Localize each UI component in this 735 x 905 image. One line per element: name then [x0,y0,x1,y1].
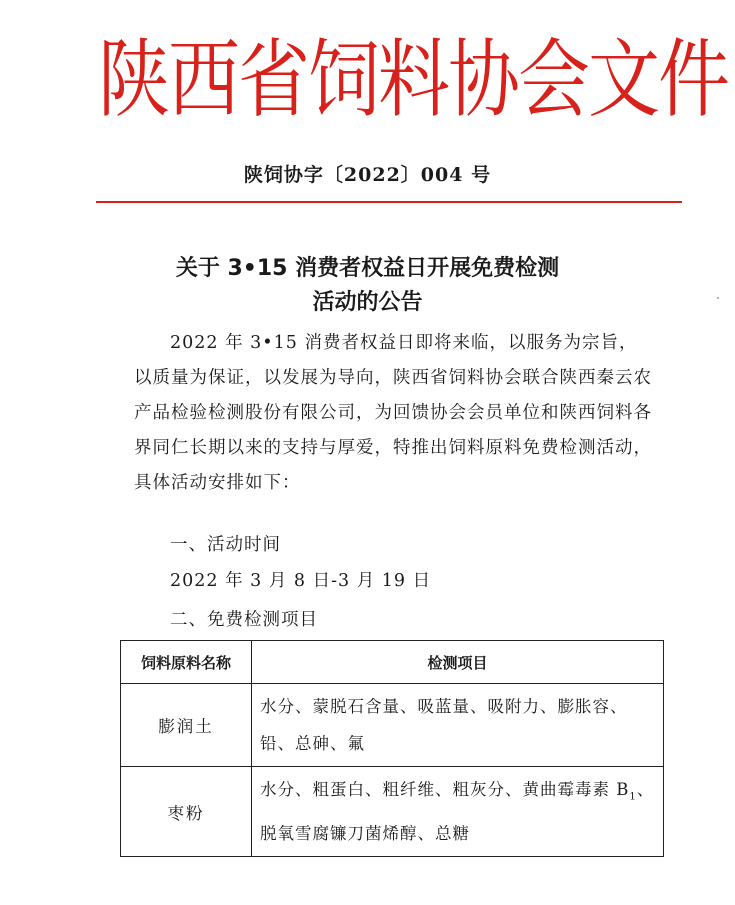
section-heading-time: 一、活动时间 [170,535,281,555]
announcement-title-line1: 关于 3•15 消费者权益日开展免费检测 [175,256,560,281]
test-items [252,767,664,857]
table-header-row [121,641,664,684]
test-items-table [120,640,664,857]
activity-date-range: 2022 年 3 月 8 日-3 月 19 日 [170,571,432,591]
test-items-text-cont: 、脱氧雪腐镰刀菌烯醇、总糖 [260,780,655,844]
table-row [121,684,664,767]
test-items: 水分、蒙脱石含量、吸蓝量、吸附力、膨胀容、铅、总砷、氟 [252,684,664,767]
body-paragraph: 2022 年 3•15 消费者权益日即将来临，以服务为宗旨，以质量为保证，以发展为导向，陕西省饲料协会联合陕西秦云农产品检验检测股份有限公司，为回馈协会会员单位和陕西饲料各界同仁长期以来的支持与厚爱，特推出饲料原料免费检测活动，具体活动安排如下： [134,333,652,493]
table-row [121,767,664,857]
material-name: 枣粉 [121,767,252,857]
test-items-text: 水分、粗蛋白、粗纤维、粗灰分、黄曲霉毒素 B [260,780,630,799]
scan-speck [717,297,719,299]
material-name: 膨润土 [121,684,252,767]
announcement-title-line2: 活动的公告 [312,290,423,315]
table-header-items: 检测项目 [252,641,664,684]
masthead-title: 陕西省饲料协会文件 [98,29,729,129]
section-heading-items: 二、免费检测项目 [170,610,318,630]
table-header-material: 饲料原料名称 [121,641,252,684]
document-number: 陕饲协字〔2022〕004 号 [243,164,492,186]
red-divider-line [96,201,682,203]
test-items-subscript: 1 [629,791,637,803]
